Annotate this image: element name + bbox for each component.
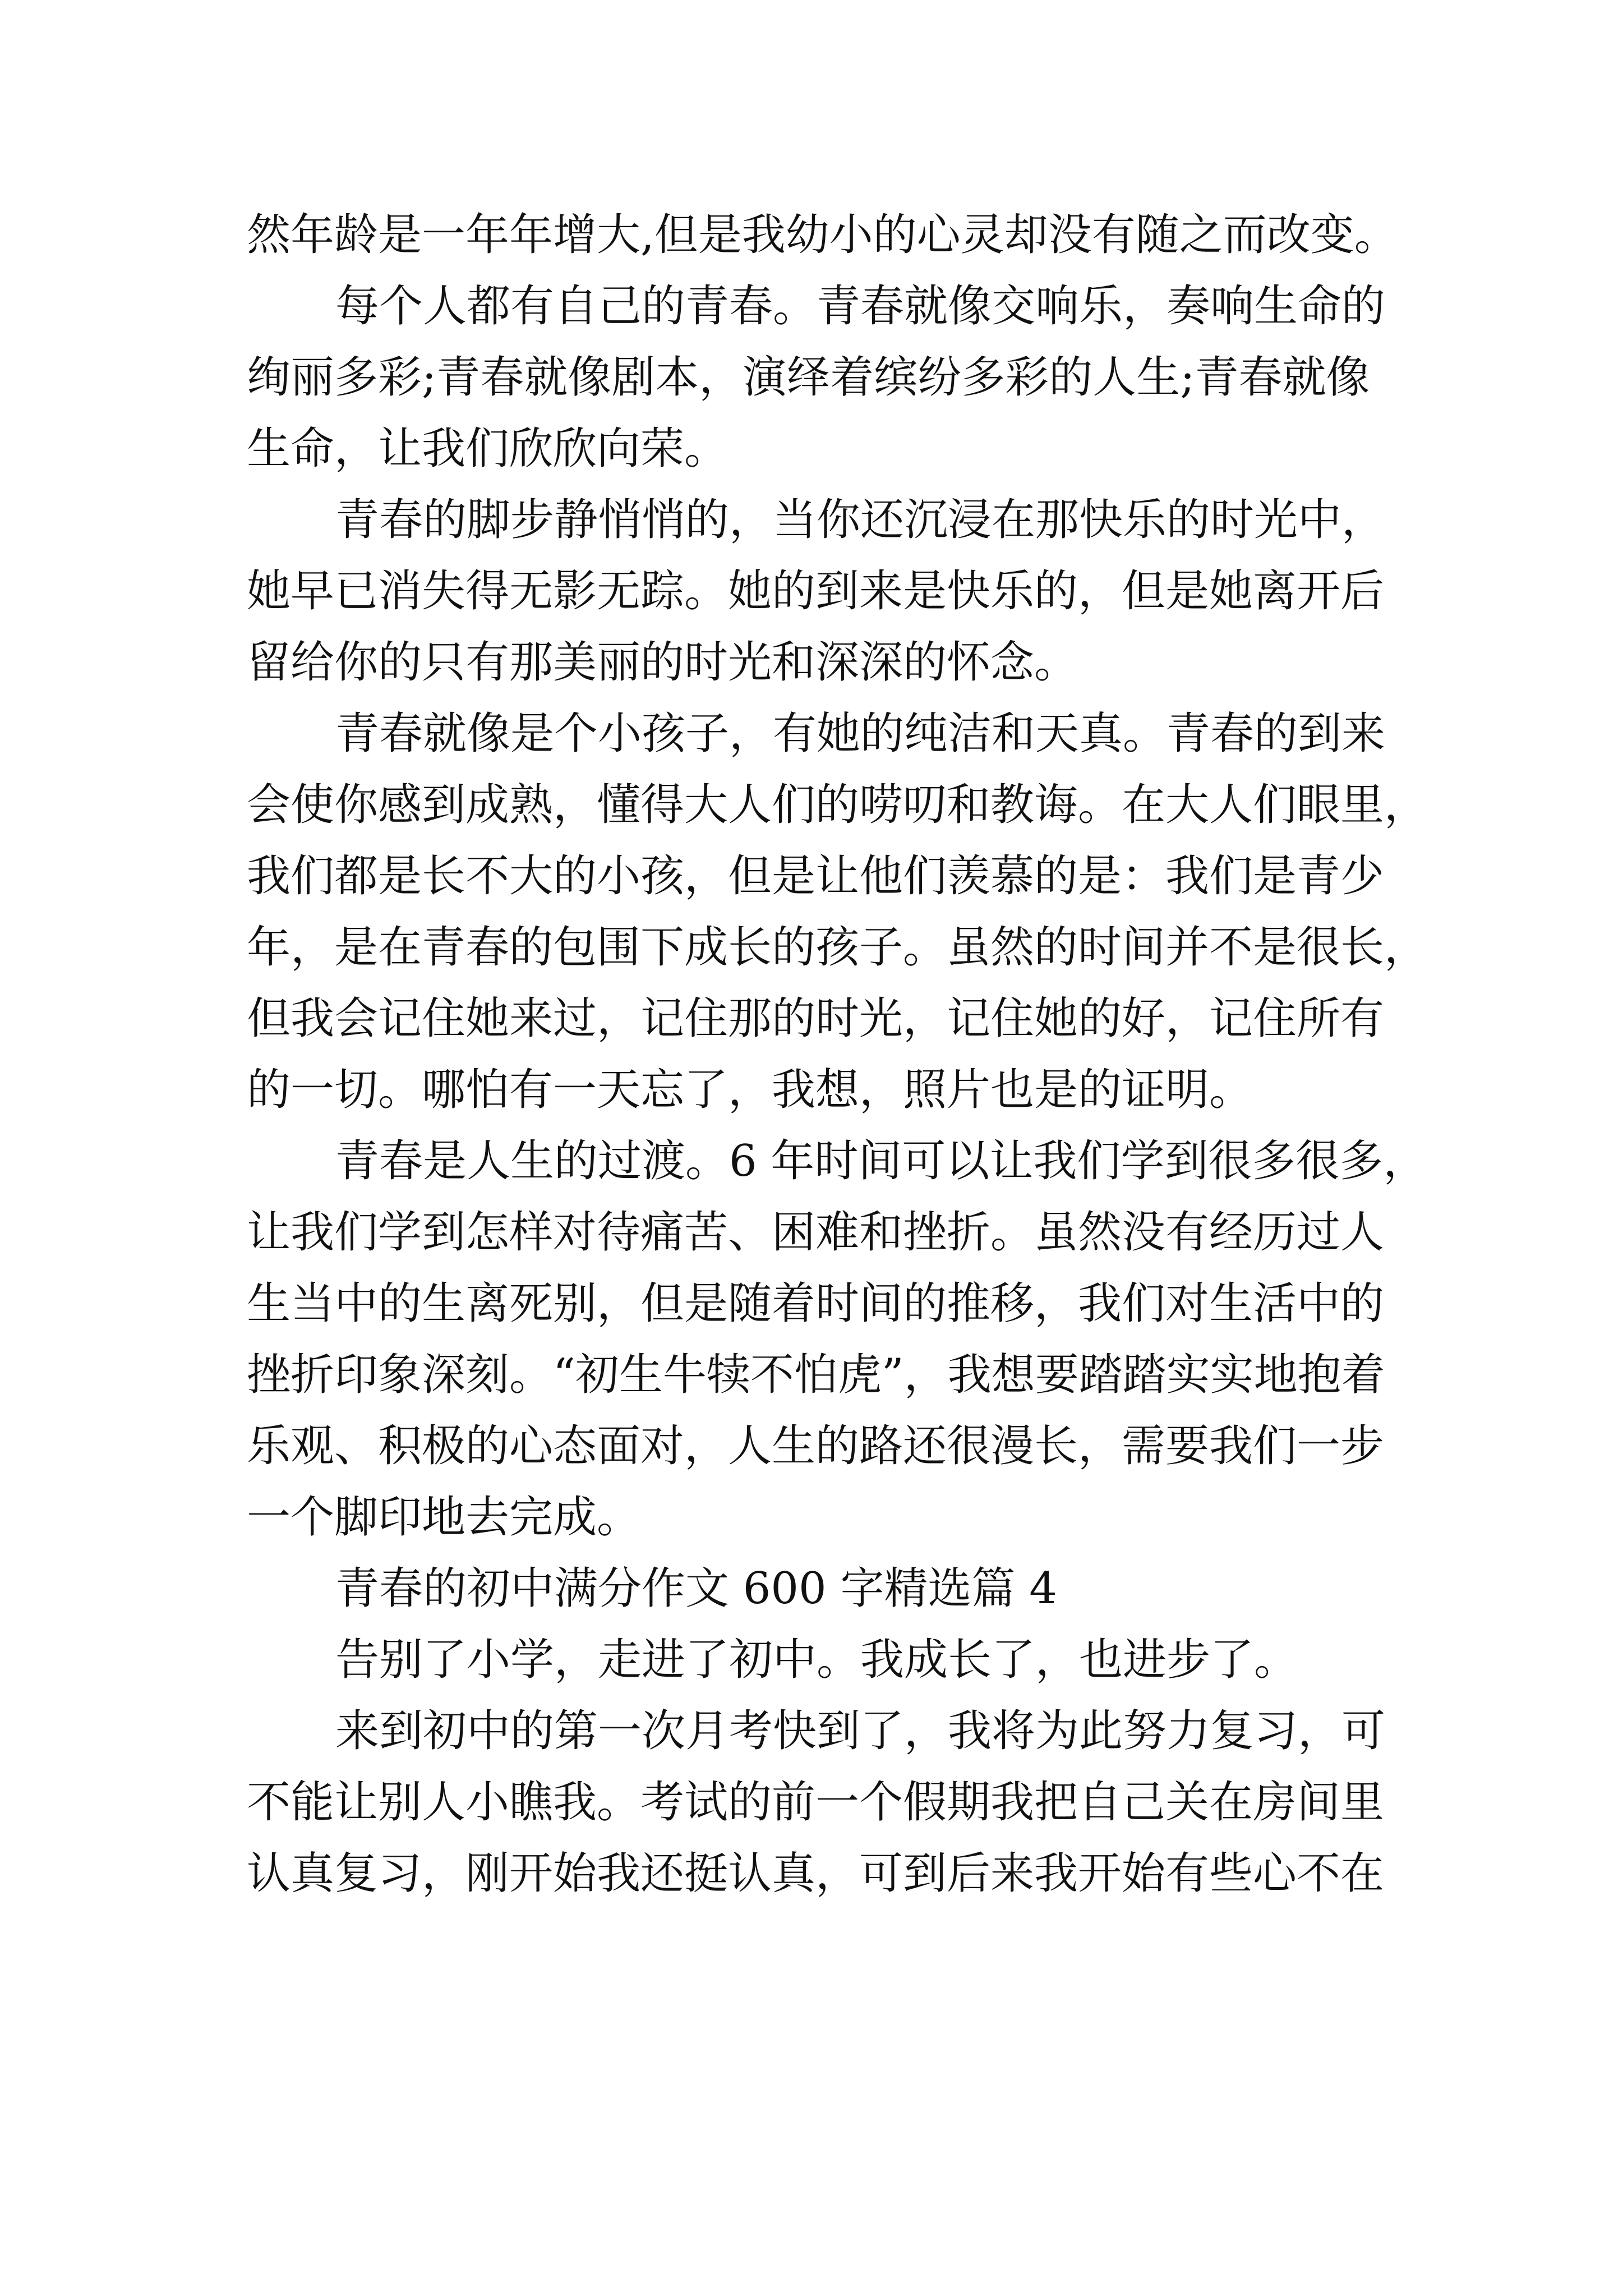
text-line-17: 挫折印象深刻。“初生牛犊不怕虎”，我想要踏踏实实地抱着: [247, 1350, 1385, 1400]
text-line-5: 青春的脚步静悄悄的，当你还沉浸在那快乐的时光中，: [335, 495, 1386, 545]
text-line-21: 告别了小学，走进了初中。我成长了，也进步了。: [335, 1635, 1298, 1685]
text-line-13: 的一切。哪怕有一天忘了，我想，照片也是的证明。: [247, 1065, 1253, 1115]
text-line-2: 每个人都有自己的青春。青春就像交响乐，奏响生命的: [335, 281, 1386, 332]
document-body: [247, 200, 1428, 1910]
text-line-12: 但我会记住她来过，记住那的时光，记住她的好，记住所有: [247, 993, 1385, 1044]
text-line-16: 生当中的生离死别，但是随着时间的推移，我们对生活中的: [247, 1278, 1385, 1329]
text-line-3: 绚丽多彩;青春就像剧本，演绎着缤纷多彩的人生;青春就像: [247, 352, 1370, 403]
text-line-15: 让我们学到怎样对待痛苦、困难和挫折。虽然没有经历过人: [247, 1207, 1385, 1258]
text-line-14: 青春是人生的过渡。6 年时间可以让我们学到很多很多，: [335, 1136, 1427, 1186]
text-line-9: 会使你感到成熟，懂得大人们的唠叨和教诲。在大人们眼里，: [247, 780, 1428, 830]
text-line-11: 年，是在青春的包围下成长的孩子。虽然的时间并不是很长，: [247, 922, 1428, 973]
text-line-23: 不能让别人小瞧我。考试的前一个假期我把自己关在房间里: [247, 1777, 1385, 1828]
text-line-19: 一个脚印地去完成。: [247, 1492, 641, 1543]
text-line-22: 来到初中的第一次月考快到了，我将为此努力复习，可: [335, 1706, 1386, 1756]
text-line-18: 乐观、积极的心态面对，人生的路还很漫长，需要我们一步: [247, 1421, 1385, 1471]
text-line-10: 我们都是长不大的小孩，但是让他们羡慕的是：我们是青少: [247, 851, 1385, 901]
text-line-6: 她早已消失得无影无踪。她的到来是快乐的，但是她离开后: [247, 566, 1385, 616]
text-line-1: 然年龄是一年年增大,但是我幼小的心灵却没有随之而改变。: [247, 210, 1398, 260]
text-line-8: 青春就像是个小孩子，有她的纯洁和天真。青春的到来: [335, 708, 1386, 759]
text-line-24: 认真复习，刚开始我还挺认真，可到后来我开始有些心不在: [247, 1848, 1385, 1899]
section-heading: 青春的初中满分作文 600 字精选篇 4: [335, 1563, 1057, 1614]
text-line-7: 留给你的只有那美丽的时光和深深的怀念。: [247, 637, 1078, 688]
text-line-4: 生命，让我们欣欣向荣。: [247, 424, 728, 474]
